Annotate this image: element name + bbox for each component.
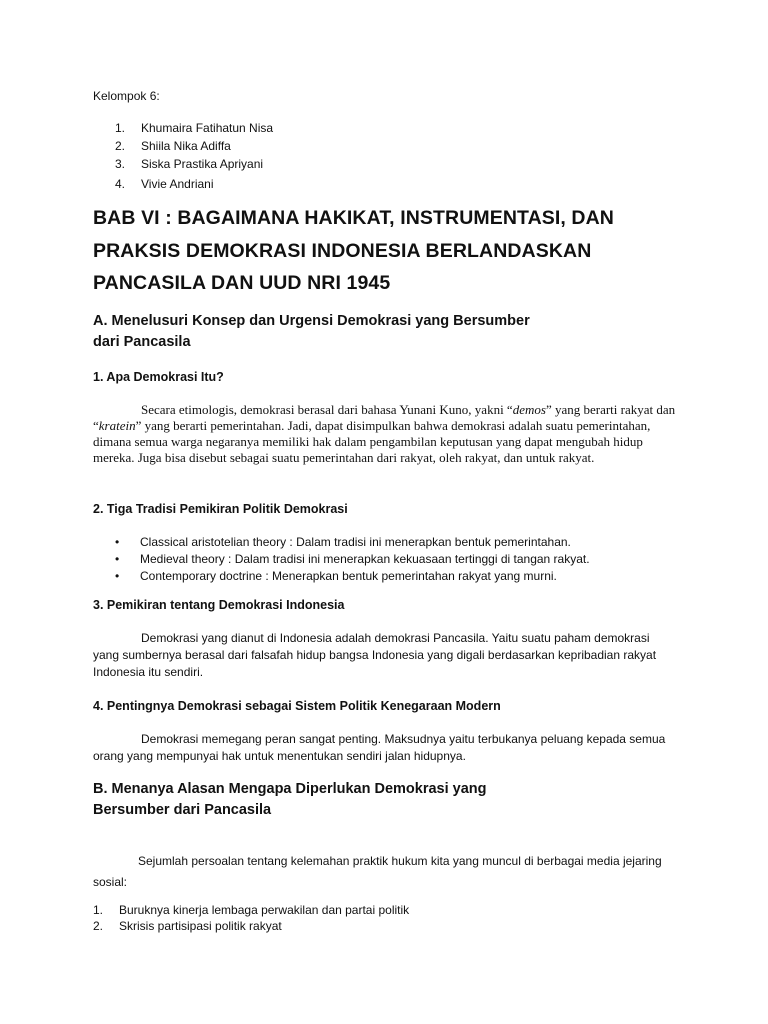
bullet-text: Classical aristotelian theory : Dalam tradisi ini menerapkan bentuk pemerintahan. <box>140 535 571 549</box>
bullet-icon: • <box>115 535 120 549</box>
text-run: ” yang berarti rakyat dan “ <box>93 402 676 433</box>
section-a-heading: dari Pancasila <box>93 334 191 350</box>
subsection-heading: 3. Pemikiran tentang Demokrasi Indonesia <box>93 598 345 612</box>
problem-item <box>93 903 409 917</box>
subsection-heading: 2. Tiga Tradisi Pemikiran Politik Demokrasi <box>93 502 348 516</box>
group-label: Kelompok 6: <box>93 89 160 103</box>
member-name: Shiila Nika Adiffa <box>141 139 231 153</box>
problem-number: 1. <box>93 903 104 917</box>
member-number: 1. <box>115 121 126 135</box>
member-item <box>115 121 273 135</box>
subsection-heading: 4. Pentingnya Demokrasi sebagai Sistem Politik Kenegaraan Modern <box>93 699 501 713</box>
section-a-heading: A. Menelusuri Konsep dan Urgensi Demokrasi yang Bersumber <box>93 313 530 329</box>
paragraph-etymology <box>93 402 683 466</box>
paragraph-pentingnya: Demokrasi memegang peran sangat penting. Maksudnya yaitu terbukanya peluang kepada semua orang yang mempunyai hak untuk menentukan sendiri jalan hidupnya. <box>93 732 666 763</box>
text-run-italic: demos <box>512 402 546 417</box>
chapter-title-line: PANCASILA DAN UUD NRI 1945 <box>93 272 391 294</box>
paragraph-demokrasi-indonesia: Demokrasi yang dianut di Indonesia adalah demokrasi Pancasila. Yaitu suatu paham demokrasi yang sumbernya berasal dari falsafah hidup bangsa Indonesia yang digali berdasarkan kepribadian rakyat Indonesia itu sendiri. <box>93 631 657 679</box>
bullet-icon: • <box>115 569 120 583</box>
member-name: Vivie Andriani <box>141 177 214 191</box>
bullet-icon: • <box>115 552 120 566</box>
problem-text: Buruknya kinerja lembaga perwakilan dan partai politik <box>119 903 410 917</box>
section-b-heading: Bersumber dari Pancasila <box>93 802 272 818</box>
text-run: ” yang berarti pemerintahan. Jadi, dapat disimpulkan bahwa demokrasi adalah suatu pemerintahan, dimana semua warga negaranya memiliki hak dalam pengambilan keputusan yang dapat mengubah hidup mereka. Juga bisa disebut sebagai suatu pemerintahan dari rakyat, oleh rakyat, dan untuk rakyat. <box>93 418 651 465</box>
member-item <box>115 177 214 191</box>
problem-number: 2. <box>93 919 104 933</box>
member-number: 4. <box>115 177 126 191</box>
bullet-text: Contemporary doctrine : Menerapkan bentuk pemerintahan rakyat yang murni. <box>140 569 557 583</box>
text-run: Secara etimologis, demokrasi berasal dari bahasa Yunani Kuno, yakni “ <box>141 402 513 417</box>
bullet-text: Medieval theory : Dalam tradisi ini menerapkan kekuasaan tertinggi di tangan rakyat. <box>140 552 590 566</box>
bullet-item <box>115 569 557 583</box>
member-name: Siska Prastika Apriyani <box>141 157 264 171</box>
section-b-heading: B. Menanya Alasan Mengapa Diperlukan Demokrasi yang <box>93 781 487 797</box>
member-item <box>115 157 263 171</box>
subsection-heading: 1. Apa Demokrasi Itu? <box>93 370 224 384</box>
bullet-item <box>115 552 590 566</box>
member-number: 3. <box>115 157 126 171</box>
problem-item <box>93 919 282 933</box>
chapter-title-line: PRAKSIS DEMOKRASI INDONESIA BERLANDASKAN <box>93 240 592 262</box>
member-number: 2. <box>115 139 126 153</box>
chapter-title-line: BAB VI : BAGAIMANA HAKIKAT, INSTRUMENTASI, DAN <box>93 207 614 229</box>
member-name: Khumaira Fatihatun Nisa <box>141 121 274 135</box>
paragraph-persoalan: Sejumlah persoalan tentang kelemahan praktik hukum kita yang muncul di berbagai media jejaring sosial: <box>93 854 662 889</box>
bullet-item <box>115 535 571 549</box>
text-run-italic: kratein <box>98 418 136 433</box>
problem-text: Skrisis partisipasi politik rakyat <box>119 919 282 933</box>
member-item <box>115 139 231 153</box>
